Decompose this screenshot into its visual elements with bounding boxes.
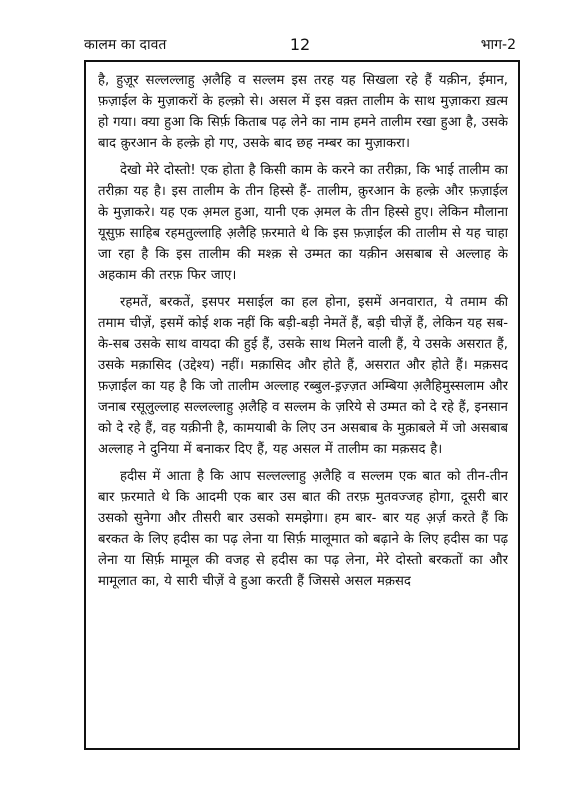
running-title: कालम का दावत: [84, 37, 167, 53]
page-header: [84, 30, 516, 60]
paragraph: हदीस में आता है कि आप सल्लल्लाहु अ़लैहि व सल्लम एक बात को तीन-तीन बार फ़रमाते थे कि आदमी एक बार उस बात की तरफ़ मुतवज्जह होगा, दूसरी बार उसको सुनेगा और तीसरी बार उसको समझेगा। हम बार- बार यह अ़र्ज़ करते हैं कि बरकत के लिए हदीस का पढ़ लेना या सिर्फ़ मालूमात को बढ़ाने के लिए हदीस का पढ़ लेना या सिर्फ़ मामूल की वजह से हदीस का पढ़ लेना, मेरे दोस्तो बरकतों का और मामूलात का, ये सारी चीज़ें वे हुआ करती हैं जिससे असल मक़सद: [98, 469, 508, 589]
paragraph: देखो मेरे दोस्तो! एक होता है किसी काम के करने का तरीक़ा, कि भाई तालीम का तरीक़ा यह है। इस तालीम के तीन हिस्से हैं- तालीम, क़ुरआन के हल्क़े और फ़ज़ाईल के मुज़ाकरे। यह एक अ़मल हुआ, यानी एक अ़मल के तीन हिस्से हुए। लेकिन मौलाना यूसुफ़ साहिब रहमतुल्लाहि अ़लैहि फ़रमाते थे कि इस फ़ज़ाईल की तालीम से यह चाहा जा रहा है कि इस तालीम की मश्क़ से उम्मत का यक़ीन असबाब से अल्लाह के अहकाम की तरफ़ फिर जाए।: [98, 163, 508, 283]
paragraph: रहमतें, बरकतें, इसपर मसाईल का हल होना, इसमें अनवारात, ये तमाम की तमाम चीज़ें, इसमें कोई शक नहीं कि बड़ी-बड़ी नेमतें हैं, बड़ी चीज़ें हैं, लेकिन यह सब-के-सब उसके साथ वायदा की हुई हैं, उसके साथ मिलने वाली हैं, ये उसके असरात हैं, उसके मक़ासिद (उद्देश्य) नहीं। मक़ासिद और होते हैं, असरात और होते हैं। मक़सद फ़ज़ाईल का यह है कि जो तालीम अल्लाह रब्बुल-इ़ज़्ज़त अम्बिया अ़लैहिमुस्सलाम और जनाब रसूलुल्लाह सल्लल्लाहु अ़लैहि व सल्लम के ज़रिये से उम्मत को दे रहे हैं, इनसान को दे रहे हैं, वह यक़ीनी है, कामयाबी के लिए उन असबाब के मुक़ाबले में जो असबाब अल्लाह ने दुनिया में बनाकर दिए हैं, यह असल में तालीम का मक़सद है।: [98, 295, 508, 457]
part-label: भाग-2: [480, 37, 516, 53]
paragraph: है, हुज़ूर सल्लल्लाहु अ़लैहि व सल्लम इस तरह यह सिखला रहे हैं यक़ीन, ईमान, फ़ज़ाईल के मुज़ाकरों के हल्क़ो से। असल में इस वक़्त तालीम के साथ मुज़ाकरा ख़त्म हो गया। क्या हुआ कि सिर्फ़ किताब पढ़ लेने का नाम हमने तालीम रखा हुआ है, उसके बाद क़ुरआन के हल्क़े हो गए, उसके बाद छह नम्बर का मुज़ाकरा।: [98, 73, 508, 151]
body-text: [98, 70, 508, 744]
page-number: 12: [289, 35, 311, 54]
